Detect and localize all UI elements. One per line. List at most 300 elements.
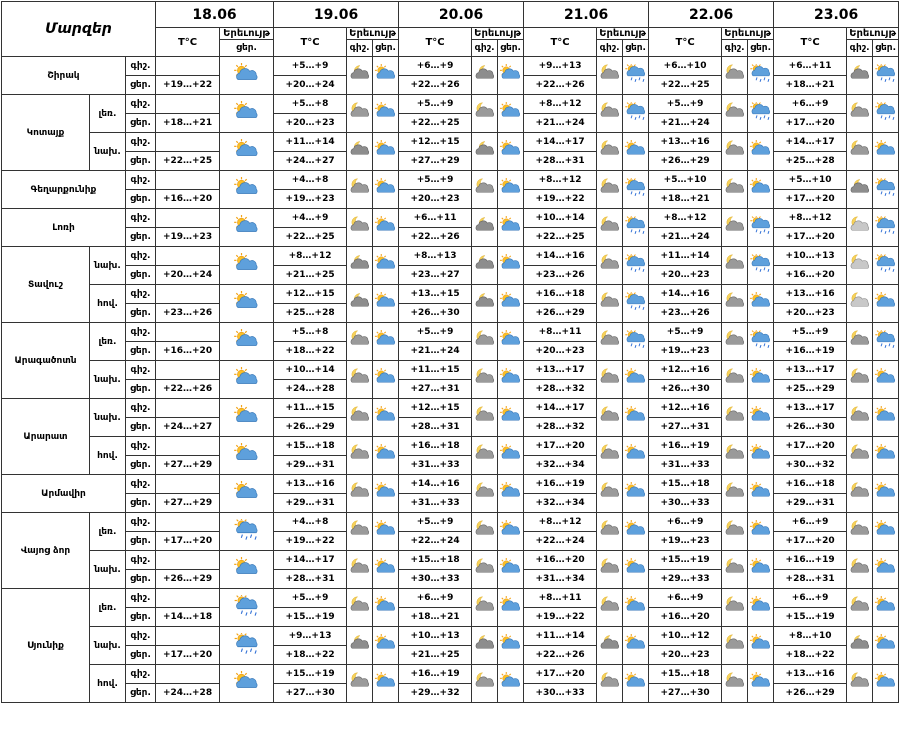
partly-cloudy-icon [499, 672, 523, 695]
weather-cell [597, 209, 623, 247]
night-label: գիշ. [597, 40, 623, 57]
weather-cell [472, 209, 498, 247]
moon-cloud-icon [598, 330, 622, 353]
cloudy-night-icon [473, 292, 497, 315]
date-header: 22.06 [649, 2, 774, 28]
temp-cell: +15…+18 [649, 665, 722, 684]
temp-cell: +22…+24 [399, 532, 472, 551]
moon-cloud-icon [598, 254, 622, 277]
cloudy-night-icon [473, 140, 497, 163]
weather-cell [472, 665, 498, 703]
weather-cell [220, 171, 274, 209]
partly-cloudy-icon [499, 520, 523, 543]
subregion-label: լեռ. [90, 589, 126, 627]
time-of-day: ցեր. [126, 646, 156, 665]
moon-cloud-icon [348, 406, 372, 429]
day-label: ցեր. [498, 40, 524, 57]
weather-cell [847, 551, 873, 589]
subregion-label: հով. [90, 665, 126, 703]
moon-cloud-icon [348, 482, 372, 505]
temp-cell: +20…+23 [774, 304, 847, 323]
temp-cell: +15…+19 [274, 608, 347, 627]
moon-cloud-icon [473, 558, 497, 581]
cloudy-night-icon [473, 634, 497, 657]
temp-cell: +8…+12 [649, 209, 722, 228]
weather-cell [220, 361, 274, 399]
weather-cell [722, 437, 748, 475]
rain-sun-icon [749, 254, 773, 277]
phenomena-header: Երեւույթ [847, 28, 899, 40]
weather-cell [748, 437, 774, 475]
time-of-day: գիշ. [126, 95, 156, 114]
temp-cell [156, 551, 220, 570]
temp-cell: +27…+29 [399, 152, 472, 171]
weather-cell [472, 171, 498, 209]
partly-cloudy-icon [233, 405, 261, 431]
rain-sun-icon [624, 216, 648, 239]
temp-cell: +16…+20 [649, 608, 722, 627]
temp-cell: +5…+9 [649, 95, 722, 114]
partly-cloudy-icon [499, 216, 523, 239]
partly-cloudy-icon [374, 520, 398, 543]
weather-cell [873, 209, 899, 247]
moon-cloud-icon [348, 178, 372, 201]
rain-sun-icon [624, 64, 648, 87]
weather-cell [498, 361, 524, 399]
weather-cell [220, 133, 274, 171]
weather-cell [597, 323, 623, 361]
region-name: Արագածոտն [2, 323, 90, 399]
table-row [2, 361, 899, 380]
phenomena-header: Երեւույթ [347, 28, 399, 40]
weather-cell [623, 589, 649, 627]
temp-cell [156, 57, 220, 76]
partly-cloudy-icon [874, 140, 898, 163]
cloudy-night-icon [348, 292, 372, 315]
temp-cell: +30…+33 [399, 570, 472, 589]
temp-cell: +6…+11 [774, 57, 847, 76]
date-header: 21.06 [524, 2, 649, 28]
weather-cell [722, 247, 748, 285]
temp-cell: +27…+30 [274, 684, 347, 703]
moon-cloud-icon [723, 140, 747, 163]
temp-cell: +20…+23 [524, 342, 597, 361]
weather-cell [722, 551, 748, 589]
partly-cloudy-icon [233, 253, 261, 279]
weather-cell [623, 247, 649, 285]
weather-cell [847, 399, 873, 437]
weather-cell [347, 665, 373, 703]
moon-cloud-icon [598, 102, 622, 125]
temp-cell: +23…+26 [649, 304, 722, 323]
time-of-day: գիշ. [126, 551, 156, 570]
partly-cloudy-icon [374, 330, 398, 353]
temp-cell: +19…+22 [274, 532, 347, 551]
time-of-day: ցեր. [126, 266, 156, 285]
temp-cell: +28…+32 [524, 380, 597, 399]
temp-cell: +21…+24 [399, 342, 472, 361]
moon-cloud-icon [848, 444, 872, 467]
temp-cell: +30…+32 [774, 456, 847, 475]
partly-cloudy-icon [499, 102, 523, 125]
rain-sun-icon [624, 178, 648, 201]
partly-cloudy-icon [374, 444, 398, 467]
weather-cell [347, 513, 373, 551]
temp-cell: +22…+25 [399, 114, 472, 133]
moon-cloud-icon [598, 368, 622, 391]
temp-cell: +6…+9 [774, 589, 847, 608]
partly-cloudy-icon [233, 63, 261, 89]
weather-cell [220, 475, 274, 513]
moon-cloud-icon [348, 102, 372, 125]
moon-cloud-icon [723, 558, 747, 581]
temp-cell: +11…+14 [649, 247, 722, 266]
cloudy-night-icon [848, 634, 872, 657]
rain-sun-icon [233, 519, 261, 545]
temp-cell: +5…+8 [274, 95, 347, 114]
weather-cell [498, 627, 524, 665]
temp-cell: +13…+16 [649, 133, 722, 152]
partly-cloudy-icon [749, 596, 773, 619]
weather-cell [873, 513, 899, 551]
temp-cell: +4…+8 [274, 513, 347, 532]
weather-cell [498, 247, 524, 285]
temp-cell: +5…+9 [649, 323, 722, 342]
cloudy-night-icon [348, 64, 372, 87]
rain-sun-icon [749, 216, 773, 239]
temp-cell [156, 513, 220, 532]
rain-sun-icon [874, 254, 898, 277]
partly-cloudy-icon [233, 671, 261, 697]
time-of-day: գիշ. [126, 627, 156, 646]
temp-cell: +11…+15 [399, 361, 472, 380]
weather-cell [597, 475, 623, 513]
table-row [2, 665, 899, 684]
temp-cell: +17…+20 [774, 228, 847, 247]
weather-cell [873, 437, 899, 475]
temp-cell: +17…+20 [524, 665, 597, 684]
partly-cloudy-icon [874, 482, 898, 505]
weather-cell [722, 513, 748, 551]
temp-cell: +15…+18 [274, 437, 347, 456]
temp-cell: +16…+20 [156, 342, 220, 361]
moon-cloud-icon [848, 596, 872, 619]
partly-cloudy-icon [749, 558, 773, 581]
moon-cloud-icon [348, 368, 372, 391]
cloudy-night-icon [598, 634, 622, 657]
weather-cell [347, 133, 373, 171]
temp-cell: +13…+17 [774, 399, 847, 418]
temp-cell: +25…+28 [774, 152, 847, 171]
time-of-day: գիշ. [126, 171, 156, 190]
partly-cloudy-icon [624, 140, 648, 163]
weather-cell [472, 133, 498, 171]
weather-cell [873, 247, 899, 285]
temp-cell: +8…+12 [524, 95, 597, 114]
partly-cloudy-icon [233, 291, 261, 317]
temp-cell: +15…+18 [649, 475, 722, 494]
temp-cell: +16…+19 [774, 551, 847, 570]
temp-cell: +10…+12 [649, 627, 722, 646]
temp-cell: +27…+29 [156, 456, 220, 475]
subregion-label: նախ. [90, 627, 126, 665]
weather-cell [597, 627, 623, 665]
cloudy-night-icon [348, 254, 372, 277]
temp-cell: +13…+16 [774, 285, 847, 304]
time-of-day: գիշ. [126, 513, 156, 532]
weather-cell [597, 399, 623, 437]
subregion-label: նախ. [90, 361, 126, 399]
weather-cell [623, 399, 649, 437]
partly-cloudy-icon [499, 292, 523, 315]
cloudy-night-icon [348, 634, 372, 657]
temp-cell: +22…+25 [649, 76, 722, 95]
temp-cell: +4…+8 [274, 171, 347, 190]
weather-cell [373, 285, 399, 323]
temp-cell: +26…+29 [524, 304, 597, 323]
moon-cloud-icon [598, 672, 622, 695]
temp-cell: +11…+14 [274, 133, 347, 152]
temp-cell: +17…+20 [774, 190, 847, 209]
time-of-day: գիշ. [126, 437, 156, 456]
moon-cloud-icon [598, 140, 622, 163]
regions-header: Մարզեր [2, 2, 156, 57]
weather-cell [873, 171, 899, 209]
temp-cell: +22…+25 [524, 228, 597, 247]
partly-cloudy-icon [874, 672, 898, 695]
weather-cell [597, 285, 623, 323]
table-row [2, 57, 899, 76]
partly-cloudy-icon [749, 444, 773, 467]
temp-cell [156, 133, 220, 152]
moon-cloud-icon [598, 178, 622, 201]
region-name: Տավուշ [2, 247, 90, 323]
weather-cell [748, 95, 774, 133]
weather-cell [498, 475, 524, 513]
temp-cell: +30…+33 [524, 684, 597, 703]
temp-cell: +28…+31 [399, 418, 472, 437]
moon-cloud-icon [473, 102, 497, 125]
weather-cell [722, 361, 748, 399]
subregion-label: հով. [90, 437, 126, 475]
weather-cell [722, 627, 748, 665]
weather-cell [623, 513, 649, 551]
weather-cell [748, 57, 774, 95]
phenomena-header: Երեւույթ [472, 28, 524, 40]
moon-cloud-icon [598, 292, 622, 315]
temp-header: T°C [156, 28, 220, 57]
temp-cell: +5…+10 [649, 171, 722, 190]
temp-cell: +26…+29 [274, 418, 347, 437]
table-row [2, 627, 899, 646]
temp-cell: +11…+14 [524, 627, 597, 646]
moon-cloud-icon [473, 482, 497, 505]
weather-cell [748, 551, 774, 589]
weather-cell [498, 171, 524, 209]
region-name: Արմավիր [2, 475, 126, 513]
weather-cell [748, 399, 774, 437]
partly-cloudy-icon [749, 672, 773, 695]
weather-cell [373, 475, 399, 513]
weather-cell [373, 247, 399, 285]
temp-cell [156, 665, 220, 684]
weather-cell [873, 133, 899, 171]
temp-cell: +22…+26 [399, 76, 472, 95]
weather-cell [847, 247, 873, 285]
partly-cloudy-icon [233, 443, 261, 469]
rain-sun-icon [874, 216, 898, 239]
weather-cell [873, 95, 899, 133]
weather-cell [873, 57, 899, 95]
partly-cloudy-icon [499, 178, 523, 201]
weather-cell [597, 437, 623, 475]
temp-cell: +22…+26 [524, 646, 597, 665]
moon-light-cloud-icon [848, 292, 872, 315]
weather-cell [847, 57, 873, 95]
temp-cell: +14…+16 [399, 475, 472, 494]
temp-cell [156, 399, 220, 418]
weather-cell [220, 513, 274, 551]
time-of-day: ցեր. [126, 152, 156, 171]
weather-cell [847, 627, 873, 665]
weather-cell [873, 285, 899, 323]
time-of-day: գիշ. [126, 665, 156, 684]
temp-cell: +21…+24 [524, 114, 597, 133]
date-header: 18.06 [156, 2, 274, 28]
night-label: գիշ. [722, 40, 748, 57]
temp-cell: +8…+12 [524, 171, 597, 190]
temp-cell: +19…+22 [524, 608, 597, 627]
temp-cell: +13…+17 [774, 361, 847, 380]
temp-cell: +11…+15 [274, 399, 347, 418]
subregion-label: լեռ. [90, 323, 126, 361]
partly-cloudy-icon [374, 672, 398, 695]
weather-cell [748, 475, 774, 513]
moon-cloud-icon [598, 558, 622, 581]
weather-cell [722, 589, 748, 627]
weather-cell [847, 209, 873, 247]
temp-cell: +20…+23 [649, 266, 722, 285]
temp-cell: +19…+22 [156, 76, 220, 95]
weather-cell [472, 437, 498, 475]
weather-cell [597, 589, 623, 627]
weather-cell [498, 589, 524, 627]
weather-cell [373, 437, 399, 475]
temp-cell: +8…+11 [524, 323, 597, 342]
weather-cell [373, 627, 399, 665]
time-of-day: ցեր. [126, 304, 156, 323]
table-row [2, 95, 899, 114]
moon-light-cloud-icon [848, 216, 872, 239]
weather-cell [873, 323, 899, 361]
partly-cloudy-icon [233, 177, 261, 203]
temp-cell: +22…+25 [274, 228, 347, 247]
temp-cell: +16…+18 [524, 285, 597, 304]
partly-cloudy-icon [749, 292, 773, 315]
weather-cell [847, 361, 873, 399]
weather-cell [373, 551, 399, 589]
moon-cloud-icon [848, 406, 872, 429]
temp-cell [156, 323, 220, 342]
temp-cell: +26…+30 [399, 304, 472, 323]
temp-cell: +5…+9 [399, 171, 472, 190]
partly-cloudy-icon [499, 64, 523, 87]
weather-cell [347, 551, 373, 589]
partly-cloudy-icon [499, 634, 523, 657]
temp-cell: +13…+17 [524, 361, 597, 380]
table-row [2, 475, 899, 494]
partly-cloudy-icon [374, 634, 398, 657]
partly-cloudy-icon [624, 558, 648, 581]
temp-cell: +24…+27 [274, 152, 347, 171]
rain-sun-icon [874, 64, 898, 87]
temp-cell: +20…+24 [274, 76, 347, 95]
weather-cell [498, 437, 524, 475]
time-of-day: գիշ. [126, 323, 156, 342]
temp-cell: +6…+9 [774, 513, 847, 532]
temp-cell: +5…+9 [274, 57, 347, 76]
weather-cell [847, 665, 873, 703]
temp-cell: +17…+20 [524, 437, 597, 456]
weather-cell [597, 247, 623, 285]
temp-cell: +19…+23 [274, 190, 347, 209]
partly-cloudy-icon [499, 558, 523, 581]
weather-cell [220, 285, 274, 323]
partly-cloudy-icon [374, 368, 398, 391]
partly-cloudy-icon [374, 178, 398, 201]
moon-cloud-icon [473, 368, 497, 391]
time-of-day: ցեր. [126, 228, 156, 247]
partly-cloudy-icon [233, 101, 261, 127]
weather-cell [498, 57, 524, 95]
temp-cell: +24…+28 [274, 380, 347, 399]
temp-cell: +31…+33 [399, 494, 472, 513]
table-row [2, 323, 899, 342]
subregion-label: նախ. [90, 247, 126, 285]
weather-cell [373, 399, 399, 437]
temp-cell: +20…+23 [399, 190, 472, 209]
weather-cell [623, 171, 649, 209]
weather-cell [722, 133, 748, 171]
weather-cell [597, 551, 623, 589]
partly-cloudy-icon [374, 140, 398, 163]
temp-cell: +18…+21 [399, 608, 472, 627]
temp-cell [156, 285, 220, 304]
weather-cell [873, 589, 899, 627]
weather-cell [748, 589, 774, 627]
partly-cloudy-icon [233, 367, 261, 393]
table-row [2, 437, 899, 456]
weather-cell [623, 437, 649, 475]
temp-cell [156, 209, 220, 228]
temp-header: T°C [774, 28, 847, 57]
partly-cloudy-icon [874, 292, 898, 315]
weather-cell [623, 627, 649, 665]
subregion-label: լեռ. [90, 95, 126, 133]
partly-cloudy-icon [374, 596, 398, 619]
weather-cell [597, 361, 623, 399]
table-row [2, 551, 899, 570]
rain-sun-icon [624, 102, 648, 125]
time-of-day: ցեր. [126, 76, 156, 95]
table-row [2, 399, 899, 418]
temp-cell: +10…+14 [524, 209, 597, 228]
weather-cell [472, 589, 498, 627]
weather-cell [472, 95, 498, 133]
weather-cell [623, 285, 649, 323]
weather-cell [347, 95, 373, 133]
weather-cell [873, 627, 899, 665]
